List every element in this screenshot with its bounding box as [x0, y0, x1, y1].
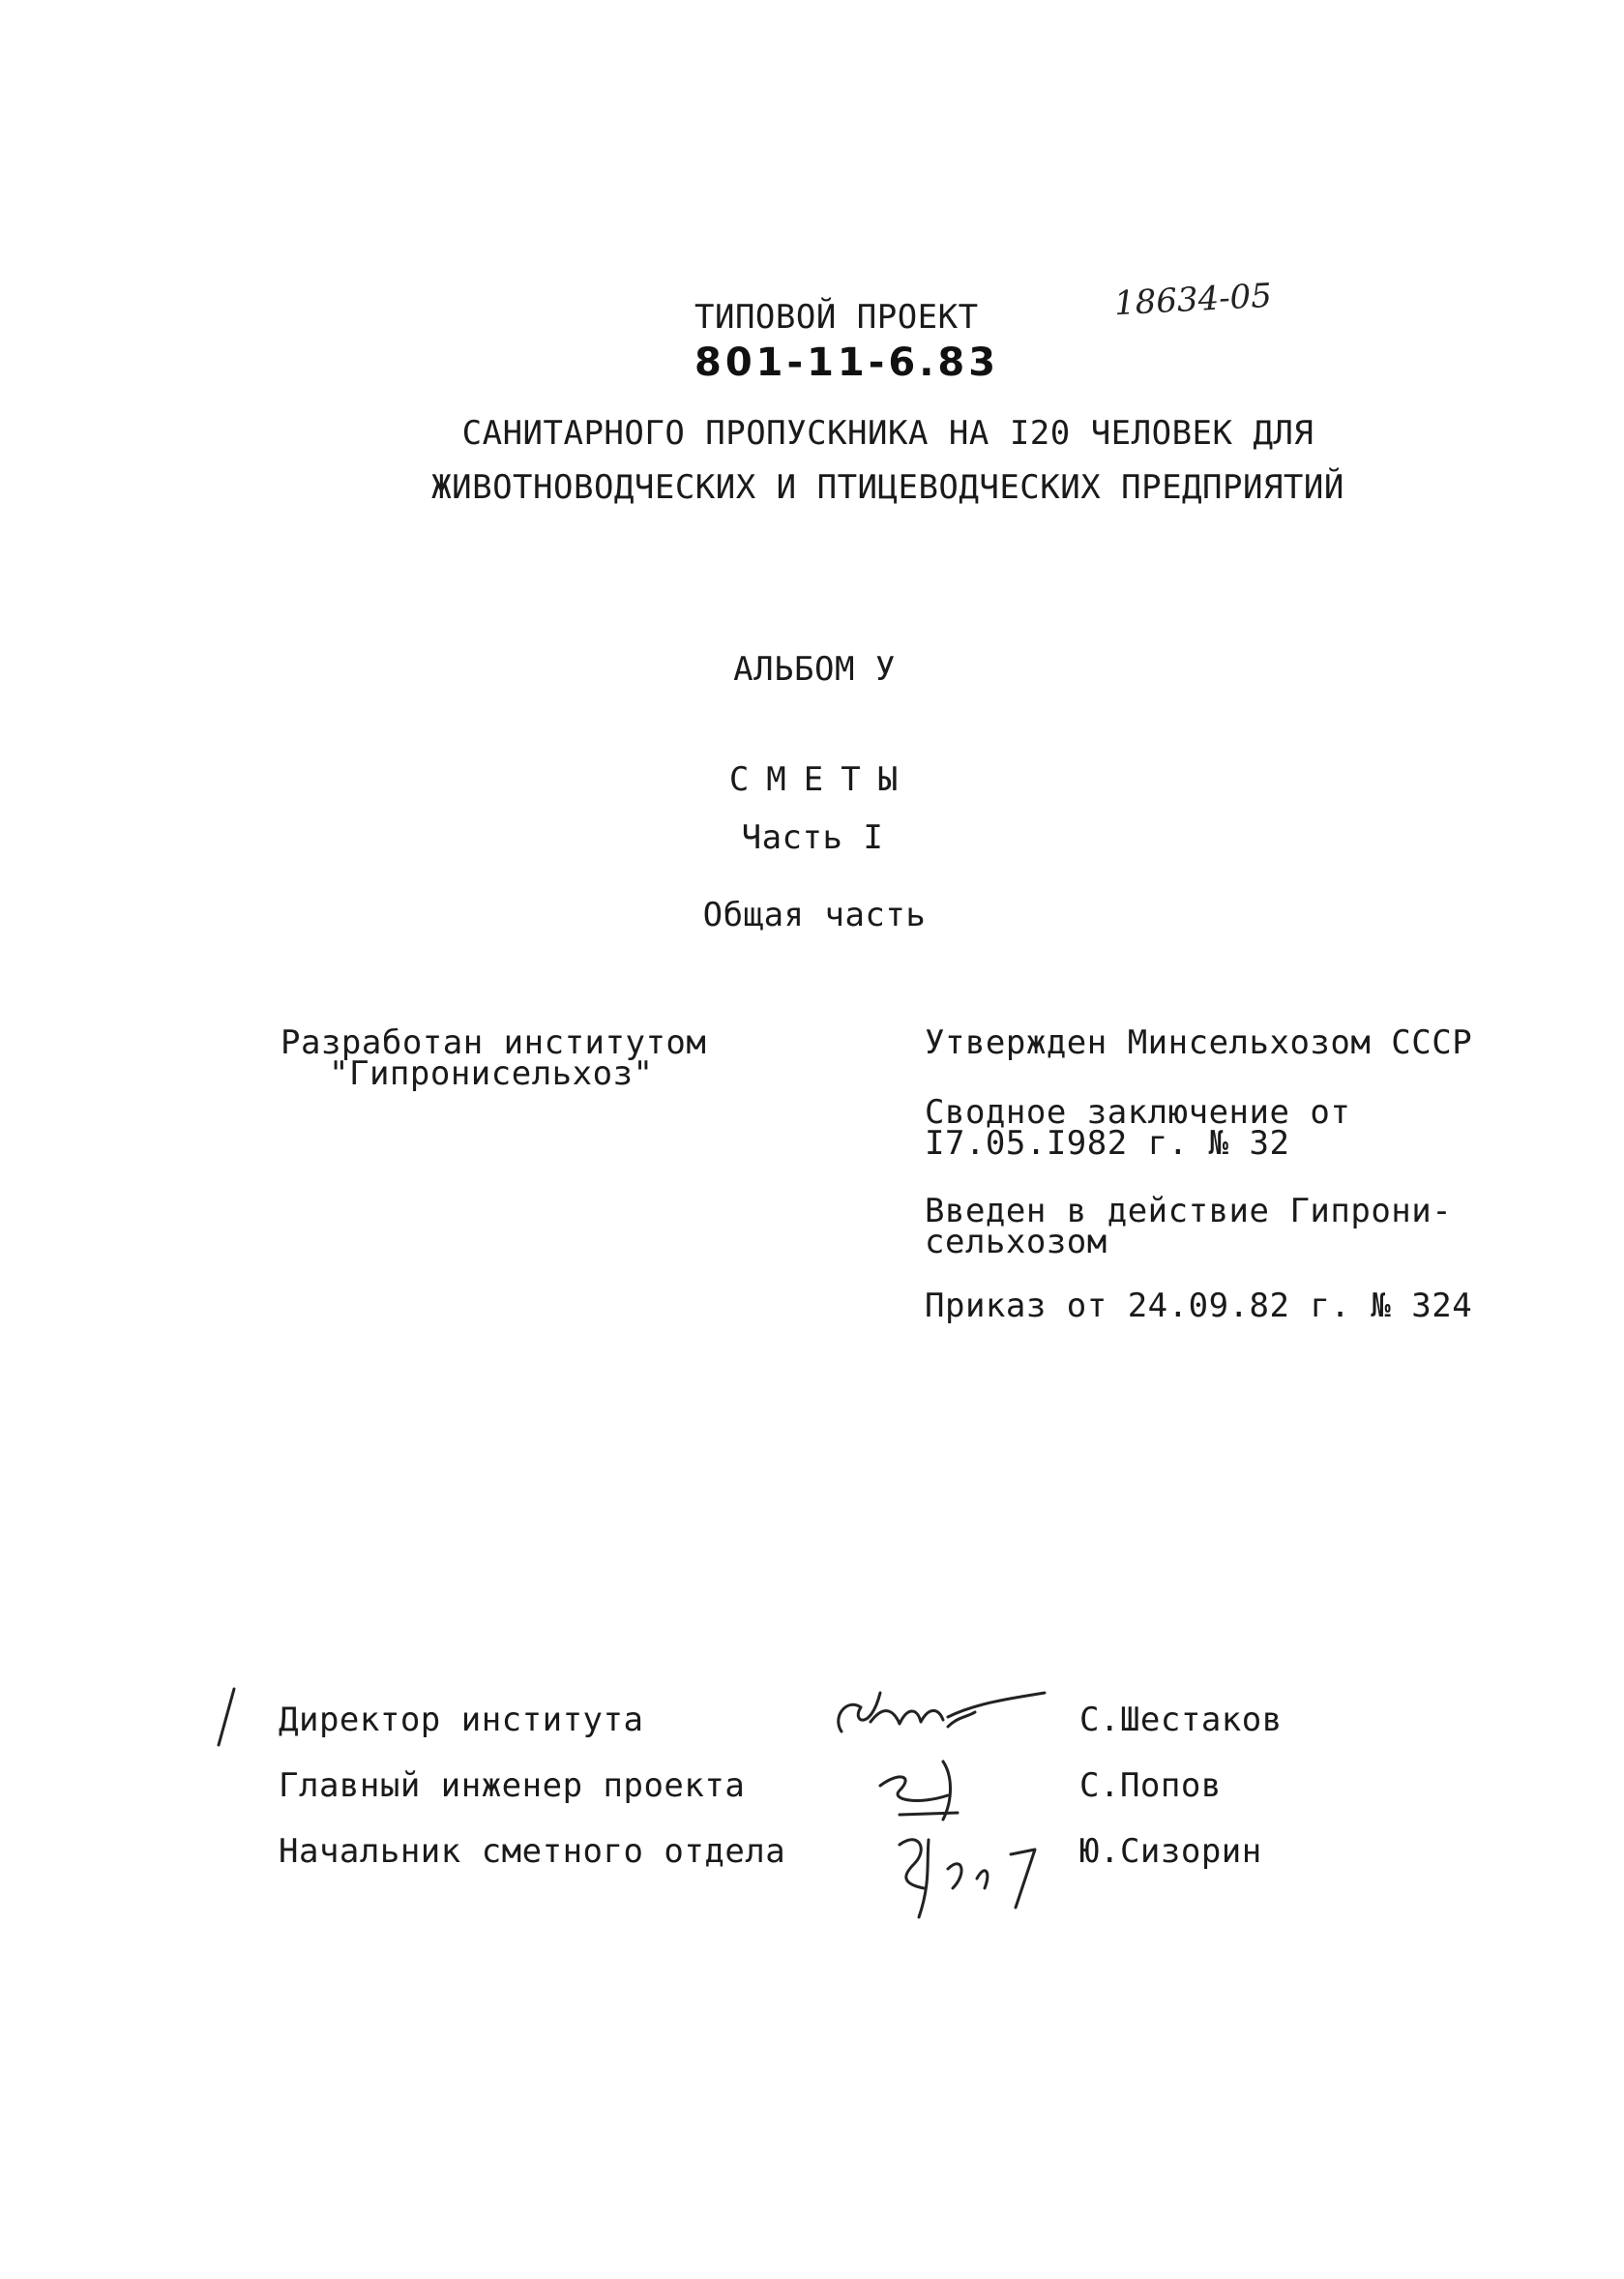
album-label: АЛЬБОМ У [733, 650, 896, 689]
developer-line1: Разработан институтом [281, 1023, 707, 1062]
signature-name-estimate-head: Ю.Сизорин [1079, 1832, 1262, 1871]
signature-name-chief-engineer: С.Попов [1079, 1766, 1222, 1805]
enacted-line2: сельхозом [925, 1223, 1107, 1261]
signature-role-director: Директор института [279, 1701, 644, 1739]
developer-line2: "Гипронисельхоз" [329, 1054, 654, 1093]
section-title: СМЕТЫ [728, 760, 916, 799]
part-name: Общая часть [702, 896, 927, 934]
signature-estimate-head-handwritten [871, 1811, 1054, 1927]
signature-director-handwritten [803, 1664, 1054, 1751]
conclusion-line2: I7.05.I982 г. № 32 [925, 1124, 1290, 1163]
enacted-line1: Введен в действие Гипрони- [925, 1192, 1453, 1230]
approved-by: Утвержден Минсельхозом СССР [925, 1023, 1473, 1062]
project-subtitle-line1: САНИТАРНОГО ПРОПУСКНИКА НА I20 ЧЕЛОВЕК ДЛЯ [461, 414, 1314, 453]
project-type-title: ТИПОВОЙ ПРОЕКТ [694, 298, 979, 337]
order-reference: Приказ от 24.09.82 г. № 324 [925, 1287, 1473, 1325]
signature-role-estimate-head: Начальник сметного отдела [279, 1832, 786, 1871]
conclusion-line1: Сводное заключение от [925, 1093, 1351, 1132]
project-subtitle-line2: ЖИВОТНОВОДЧЕСКИХ И ПТИЦЕВОДЧЕСКИХ ПРЕДПРИЯТИЙ [431, 468, 1344, 507]
signature-role-chief-engineer: Главный инженер проекта [279, 1766, 746, 1805]
margin-mark [213, 1683, 242, 1751]
project-code: 801-11-6.83 [694, 340, 1000, 385]
part-number: Часть I [741, 818, 884, 857]
signature-name-director: С.Шестаков [1079, 1701, 1283, 1739]
handwritten-registration-number: 18634-05 [1113, 276, 1273, 324]
